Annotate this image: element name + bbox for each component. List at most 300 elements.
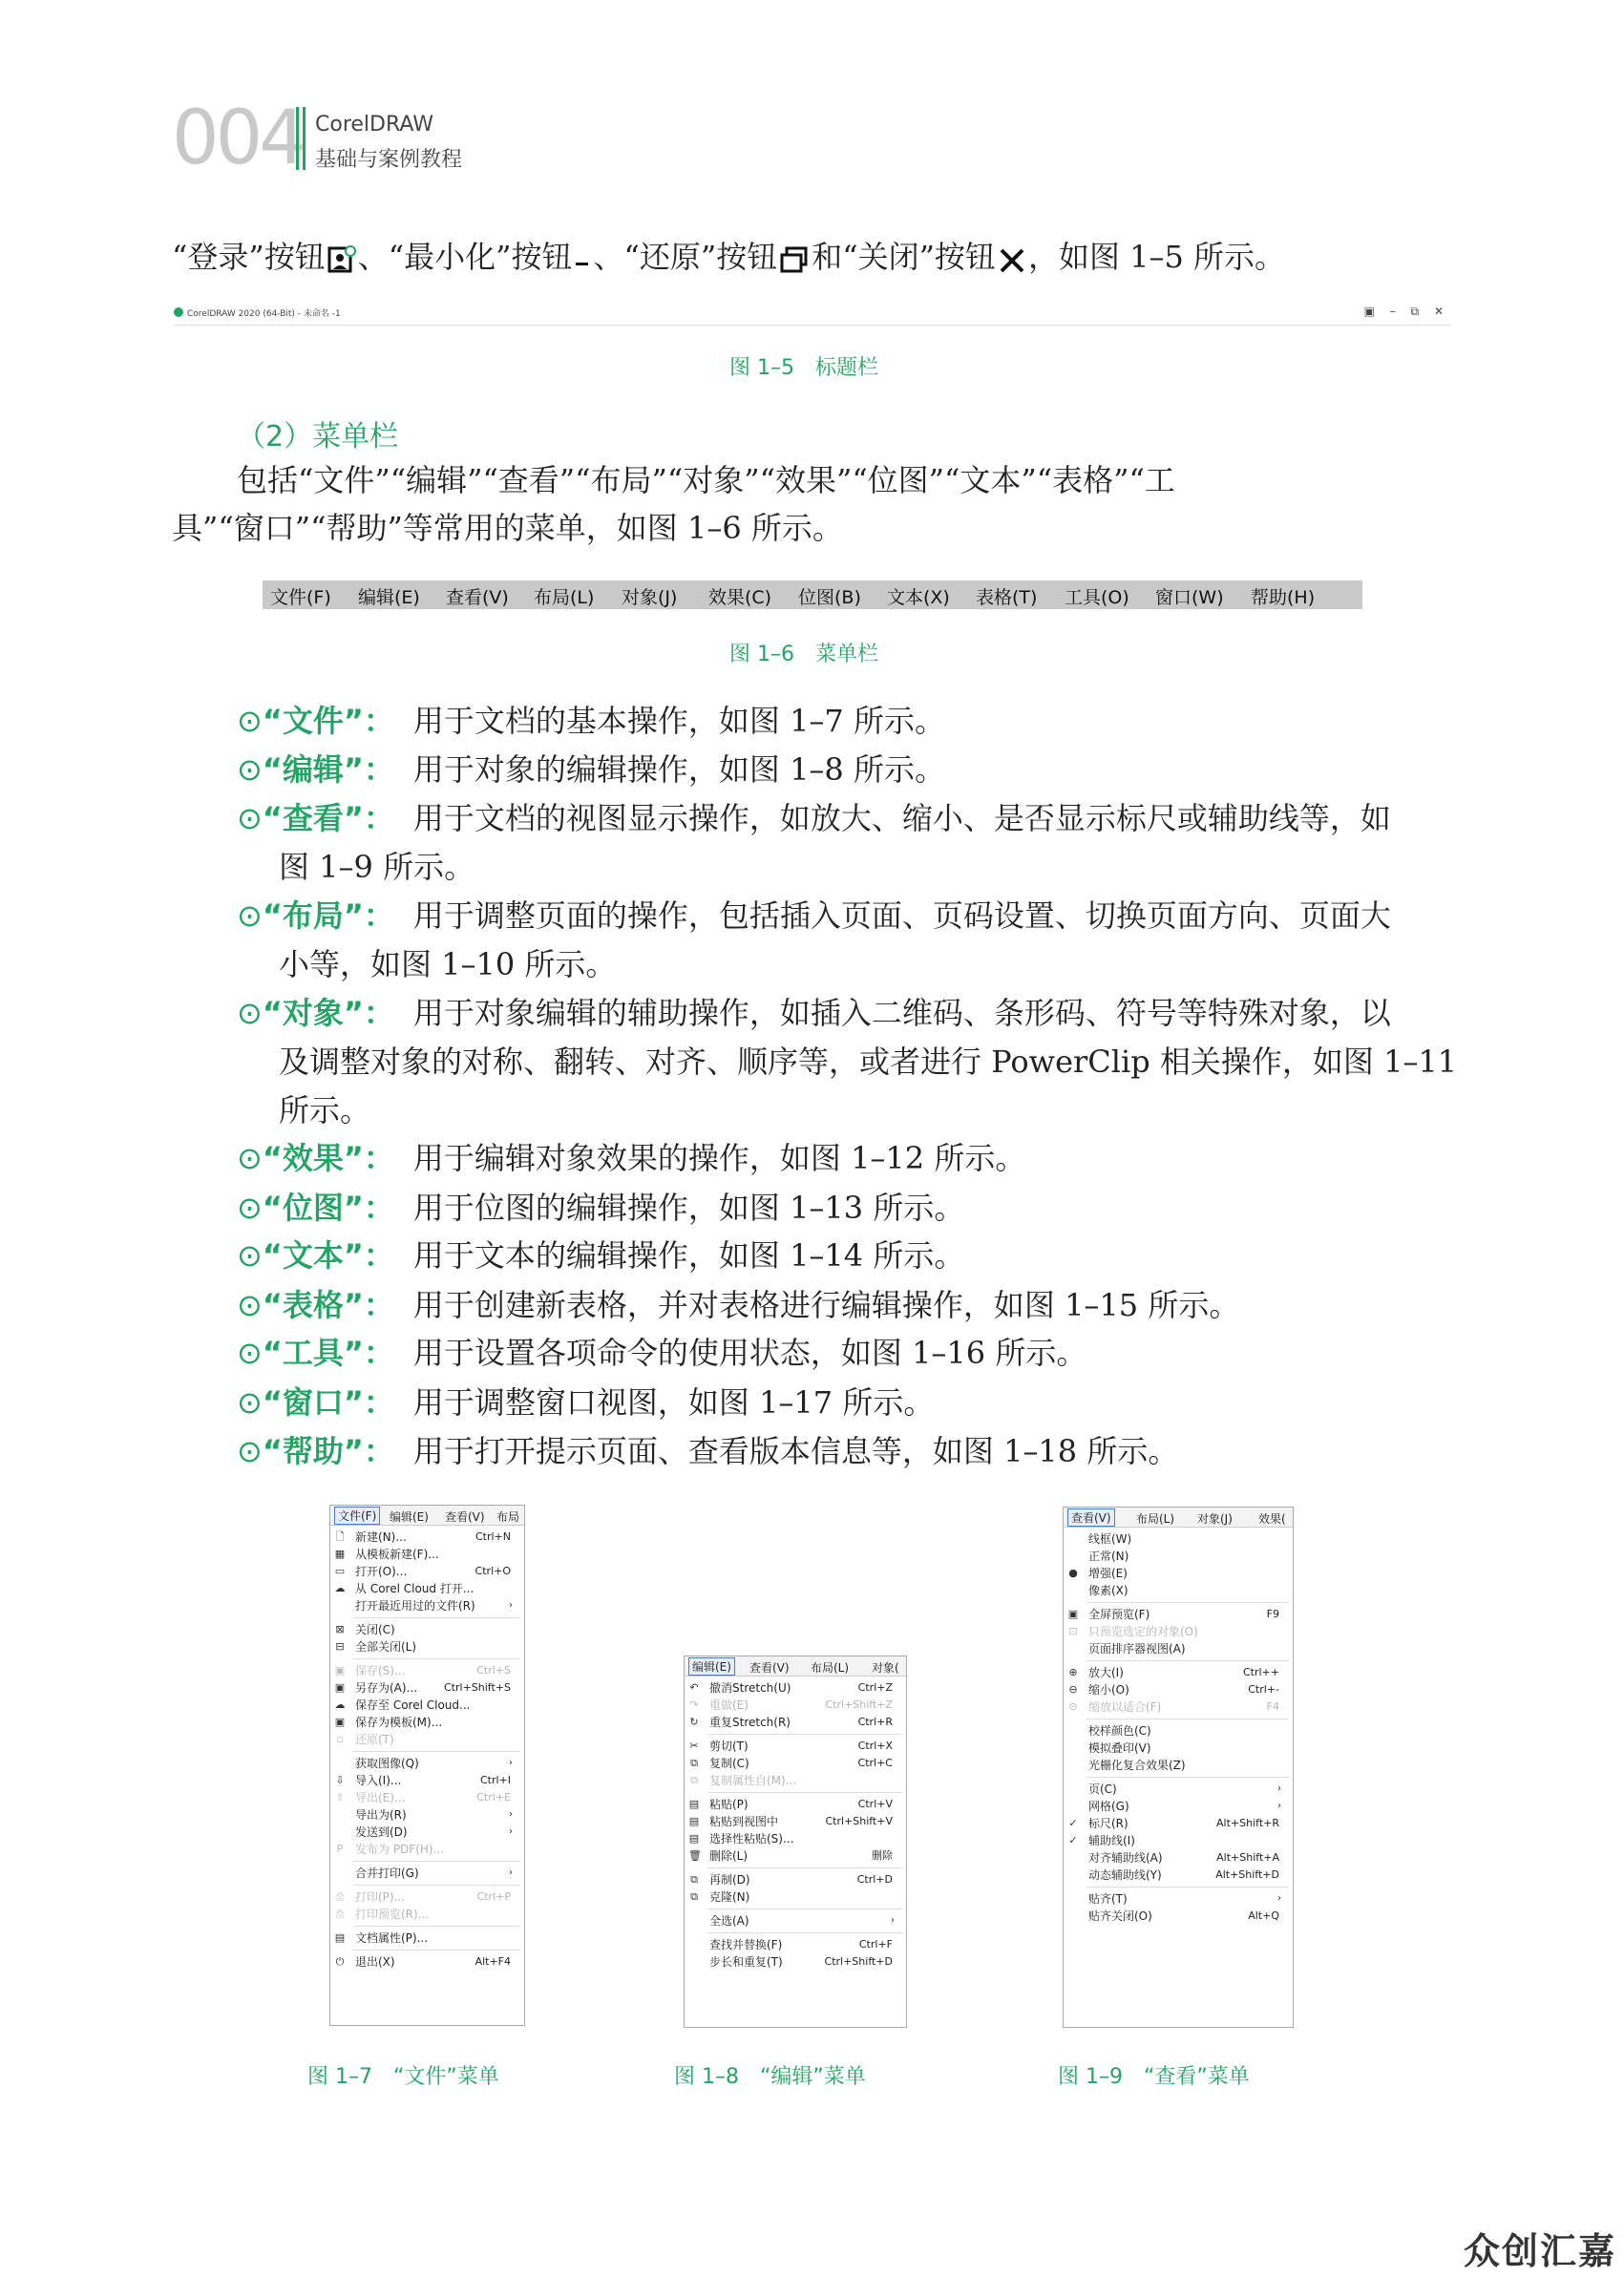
menu-item[interactable] <box>1088 1623 1285 1640</box>
menu-separator <box>353 1861 520 1862</box>
menu-item-label: 正常(N) <box>1088 1550 1129 1563</box>
menu-item-label: 校样颜色(C) <box>1088 1724 1151 1738</box>
menu-top-bar <box>685 1656 906 1677</box>
menu-item-shortcut: Alt+Shift+R <box>1216 1817 1279 1829</box>
menu-item-label: 网格(G) <box>1088 1800 1129 1813</box>
menu-item-label: 全屏预览(F) <box>1088 1608 1150 1621</box>
menu-item[interactable] <box>355 1731 517 1748</box>
bullet-text: 用于对象的编辑操作，如图 1–8 所示。 <box>412 751 945 788</box>
menu-top-item[interactable]: 编辑(E) <box>390 1510 429 1524</box>
menu-top-item[interactable]: 对象( <box>872 1661 899 1675</box>
menu-item[interactable] <box>355 1841 517 1858</box>
bullet-keyword: “帮助”： <box>262 1433 394 1469</box>
menu-item[interactable] <box>355 1621 517 1638</box>
menu-item-label: 贴齐关闭(O) <box>1088 1909 1152 1923</box>
menu-top-bar <box>330 1506 524 1526</box>
menu-top-item[interactable]: 布局(L) <box>1136 1512 1175 1526</box>
bullet-mark-icon: ⊙ <box>237 800 263 836</box>
section-paragraph-line2: 具”“窗口”“帮助”等常用的菜单，如图 1–6 所示。 <box>172 510 843 546</box>
menu-separator <box>1086 1660 1289 1661</box>
paste-icon: ▤ <box>688 1798 700 1810</box>
menu-item[interactable] <box>1088 1832 1285 1849</box>
menu-item-label: 保存(S)... <box>355 1664 406 1677</box>
intro-text-d: 和“关闭”按钮 <box>812 239 996 275</box>
menu-item-label: 标尺(R) <box>1088 1817 1128 1830</box>
book-title-line2: 基础与案例教程 <box>315 148 463 172</box>
menu-item[interactable] <box>1088 1606 1285 1623</box>
menu-item-shortcut: Ctrl+Shift+D <box>824 1955 893 1968</box>
menu-item-shortcut: Ctrl+C <box>857 1757 893 1769</box>
bullet-mark-icon: ⊙ <box>237 1384 263 1421</box>
menu-item-label: 关闭(C) <box>355 1623 395 1636</box>
bullet-item <box>237 1134 1025 1182</box>
figure-1-8-caption: 图 1–8 “编辑”菜单 <box>674 2065 866 2089</box>
save-icon: ▣ <box>334 1664 346 1677</box>
menu-separator <box>707 1932 902 1933</box>
cloud-icon: ☁ <box>334 1582 346 1594</box>
menu-item[interactable] <box>1088 1757 1285 1774</box>
menu-item-shortcut: F4 <box>1266 1700 1279 1713</box>
menu-item-shortcut: Ctrl+Z <box>857 1681 893 1694</box>
menu-item[interactable] <box>709 1714 898 1731</box>
menu-item[interactable] <box>355 1906 517 1923</box>
menu-item[interactable] <box>709 1697 898 1714</box>
menu-top-item[interactable]: 查看(V) <box>445 1510 485 1524</box>
menubar-item-file[interactable]: 文件(F) <box>270 587 331 608</box>
menu-item-shortcut: Ctrl+Shift+V <box>825 1815 893 1827</box>
bullet-mark-icon: ⊙ <box>237 1287 263 1323</box>
zoom-fit-icon: ⊙ <box>1068 1700 1078 1713</box>
menu-item[interactable] <box>709 1830 898 1847</box>
menu-item-label: 克隆(N) <box>709 1890 750 1904</box>
menu-item-shortcut: Ctrl+X <box>857 1740 893 1752</box>
new-doc-icon: 🗋 <box>335 1530 345 1543</box>
bullet-text: 用于编辑对象效果的操作，如图 1–12 所示。 <box>412 1140 1026 1176</box>
menu-item-label: 页面排序器视图(A) <box>1088 1642 1186 1656</box>
bullet-text: 用于文档的视图显示操作，如放大、缩小、是否显示标尺或辅助线等，如 <box>412 800 1391 836</box>
window-controls: ▣ – ⧉ ✕ <box>1363 305 1449 318</box>
menu-item[interactable] <box>1088 1530 1285 1548</box>
menu-item-label: 删除(L) <box>709 1849 749 1863</box>
menubar-item-bitmap[interactable]: 位图(B) <box>798 587 861 608</box>
menu-item-label: 光栅化复合效果(Z) <box>1088 1759 1186 1772</box>
bullet-item-continuation <box>279 843 475 891</box>
bullet-text: 及调整对象的对称、翻转、对齐、顺序等，或者进行 PowerClip 相关操作，如图 1–11 <box>279 1044 1458 1080</box>
bullet-mark-icon: ⊙ <box>237 1335 263 1371</box>
menu-item-label: 复制(C) <box>709 1757 749 1770</box>
restore-icon <box>779 245 810 274</box>
menu-item[interactable] <box>1088 1664 1285 1681</box>
bullet-text: 用于位图的编辑操作，如图 1–13 所示。 <box>412 1190 965 1226</box>
menu-item[interactable] <box>709 1738 898 1755</box>
section-paragraph-line1: 包括“文件”“编辑”“查看”“布局”“对象”“效果”“位图”“文本”“表格”“工 <box>237 462 1175 498</box>
menu-item-shortcut: Ctrl+I <box>479 1774 511 1786</box>
submenu-arrow-icon: › <box>1277 1783 1281 1794</box>
undo-icon: ↶ <box>689 1681 699 1694</box>
menu-item[interactable] <box>1088 1815 1285 1832</box>
menu-item-label: 放大(I) <box>1088 1666 1124 1679</box>
menu-item-label: 剪切(T) <box>709 1740 749 1753</box>
menu-item-label: 合并打印(G) <box>355 1867 419 1880</box>
login-icon <box>327 245 356 274</box>
menu-item-label: 保存至 Corel Cloud... <box>355 1698 471 1712</box>
menu-item[interactable] <box>1088 1582 1285 1599</box>
submenu-arrow-icon: › <box>1277 1801 1281 1811</box>
menu-item-shortcut: Ctrl+R <box>857 1716 893 1728</box>
menu-item[interactable] <box>1088 1565 1285 1582</box>
bullet-item-continuation <box>279 1086 370 1134</box>
menu-separator <box>353 1617 520 1618</box>
clone-icon: ⧉ <box>690 1890 698 1903</box>
menu-top-item[interactable]: 布局(L) <box>811 1661 850 1675</box>
menubar-item-edit[interactable]: 编辑(E) <box>358 587 420 608</box>
menu-item-shortcut: Ctrl+Shift+Z <box>825 1698 893 1711</box>
paste-inplace-icon: ▤ <box>688 1815 700 1827</box>
submenu-arrow-icon: › <box>891 1915 895 1926</box>
submenu-arrow-icon: › <box>1277 1893 1281 1904</box>
bullet-item <box>237 794 1391 842</box>
menu-separator <box>353 1885 520 1886</box>
menu-item[interactable] <box>709 1679 898 1697</box>
menu-item[interactable] <box>355 1824 517 1841</box>
menu-item-label: 增强(E) <box>1088 1567 1128 1580</box>
menu-item-label: 导出为(R) <box>355 1808 407 1822</box>
menu-item-label: 对齐辅助线(A) <box>1088 1851 1163 1865</box>
bullet-mark-icon: ⊙ <box>237 995 263 1031</box>
zoom-in-icon: ⊕ <box>1068 1666 1078 1678</box>
menu-item-label: 粘贴(P) <box>709 1798 749 1811</box>
intro-text-c: 、“还原”按钮 <box>593 239 778 275</box>
menu-item-label: 撤消Stretch(U) <box>709 1681 791 1695</box>
menu-item-shortcut: Ctrl+O <box>475 1565 511 1577</box>
menu-item-label: 打开最近用过的文件(R) <box>355 1599 475 1613</box>
menu-item[interactable] <box>355 1888 517 1906</box>
menu-separator <box>707 1867 902 1868</box>
cut-icon: ✂ <box>689 1740 699 1752</box>
bullet-item <box>237 1184 964 1232</box>
bullet-item <box>237 1232 964 1279</box>
title-bar-figure <box>174 304 1451 326</box>
menu-item[interactable] <box>1088 1908 1285 1925</box>
bullet-text: 用于设置各项命令的使用状态，如图 1–16 所示。 <box>412 1335 1087 1371</box>
window-title: CorelDRAW 2020 (64-Bit) - 未命名 -1 <box>187 309 341 319</box>
menu-item[interactable] <box>355 1772 517 1789</box>
menu-item-label: 打开(O)... <box>355 1565 408 1578</box>
bullet-keyword: “位图”： <box>262 1190 394 1226</box>
menu-item-shortcut: Ctrl+F <box>858 1938 893 1951</box>
menu-item-label: 新建(N)... <box>355 1530 407 1544</box>
menu-item-label: 保存为模板(M)... <box>355 1716 443 1729</box>
menu-separator <box>1086 1887 1289 1888</box>
menu-item[interactable] <box>1088 1890 1285 1908</box>
menu-separator <box>353 1950 520 1951</box>
menu-item[interactable] <box>709 1796 898 1813</box>
repeat-icon: ↻ <box>689 1716 699 1728</box>
menu-item-label: 另存为(A)... <box>355 1681 418 1695</box>
bullet-text: 用于打开提示页面、查看版本信息等，如图 1–18 所示。 <box>412 1433 1179 1469</box>
menu-item-label: 缩小(O) <box>1088 1683 1129 1697</box>
bullet-keyword: “窗口”： <box>262 1384 394 1421</box>
check-icon: ✓ <box>1068 1834 1078 1846</box>
menu-item[interactable] <box>355 1789 517 1806</box>
menu-item-label: 还原(T) <box>355 1733 394 1746</box>
menu-top-item[interactable]: 效果( <box>1258 1512 1286 1526</box>
menu-item[interactable] <box>355 1697 517 1714</box>
view-menu-figure <box>1063 1507 1294 2028</box>
menu-item-label: 像素(X) <box>1088 1584 1128 1597</box>
bullet-text: 用于调整页面的操作，包括插入页面、页码设置、切换页面方向、页面大 <box>412 897 1391 934</box>
menu-item[interactable] <box>709 1755 898 1772</box>
menu-item-label: 步长和重复(T) <box>709 1955 783 1969</box>
bullet-text: 用于调整窗口视图，如图 1–17 所示。 <box>412 1384 935 1421</box>
menu-top-item[interactable]: 编辑(E) <box>688 1657 735 1676</box>
bullet-mark-icon: ⊙ <box>237 1433 263 1469</box>
submenu-arrow-icon: › <box>509 1867 513 1878</box>
edit-menu-figure <box>684 1656 907 2028</box>
menu-top-item[interactable]: 对象(J) <box>1197 1512 1233 1526</box>
bullet-item <box>237 1329 1086 1377</box>
menu-item[interactable] <box>1088 1640 1285 1657</box>
menu-item-label: 只预览选定的对象(O) <box>1088 1625 1198 1638</box>
pdf-icon: P <box>336 1843 344 1855</box>
bullet-mark-icon: ⊙ <box>237 703 263 739</box>
menu-item-label: 重做(E) <box>709 1698 749 1712</box>
menubar-item-table[interactable]: 表格(T) <box>976 587 1038 608</box>
bullet-mark-icon: ⊙ <box>237 1190 263 1226</box>
bullet-text: 用于文档的基本操作，如图 1–7 所示。 <box>412 703 945 739</box>
menu-item[interactable] <box>355 1953 517 1971</box>
menu-item-label: 动态辅助线(Y) <box>1088 1868 1162 1882</box>
bullet-item <box>237 1427 1178 1475</box>
menu-item-label: 从模板新建(F)... <box>355 1548 439 1561</box>
menu-item-label: 页(C) <box>1088 1782 1117 1796</box>
menu-item-shortcut: Alt+Shift+D <box>1215 1868 1279 1881</box>
menu-item-shortcut: 删除 <box>872 1849 893 1862</box>
menu-item[interactable] <box>709 1813 898 1830</box>
zoom-out-icon: ⊖ <box>1068 1683 1078 1696</box>
menu-item-label: 导出(E)... <box>355 1791 406 1804</box>
figure-1-6-caption: 图 1–6 菜单栏 <box>729 643 878 666</box>
menu-item[interactable] <box>1088 1740 1285 1757</box>
bullet-keyword: “工具”： <box>262 1335 394 1371</box>
menu-item-label: 全选(A) <box>709 1914 749 1928</box>
menu-item[interactable] <box>355 1806 517 1824</box>
bullet-text: 所示。 <box>279 1092 371 1128</box>
print-preview-icon: ⎙ <box>335 1908 345 1920</box>
menu-item[interactable] <box>1088 1798 1285 1815</box>
menu-item[interactable] <box>1088 1681 1285 1698</box>
copy-props-icon: ⧉ <box>690 1774 698 1786</box>
menu-item-label: 缩放以适合(F) <box>1088 1700 1162 1714</box>
intro-text-b: 、“最小化”按钮 <box>357 239 573 275</box>
menu-item[interactable] <box>355 1865 517 1882</box>
menu-item[interactable] <box>355 1529 517 1546</box>
import-icon: ⇩ <box>335 1774 345 1786</box>
figure-1-9-caption: 图 1–9 “查看”菜单 <box>1058 2065 1250 2089</box>
intro-text-a: “登录”按钮 <box>172 239 326 275</box>
bullet-keyword: “表格”： <box>262 1287 394 1323</box>
redo-icon: ↷ <box>689 1698 699 1711</box>
page-number: 004 <box>172 95 303 181</box>
menu-separator <box>707 1734 902 1735</box>
bullet-keyword: “布局”： <box>262 897 394 934</box>
menu-item[interactable] <box>1088 1698 1285 1716</box>
submenu-arrow-icon: › <box>509 1826 513 1837</box>
menu-top-bar <box>1064 1508 1293 1528</box>
menu-item[interactable] <box>355 1714 517 1731</box>
menubar-item-effects[interactable]: 效果(C) <box>708 587 772 608</box>
menu-item[interactable] <box>355 1930 517 1947</box>
menu-separator <box>1086 1777 1289 1778</box>
menubar-item-tools[interactable]: 工具(O) <box>1065 587 1129 608</box>
bullet-item <box>237 989 1391 1037</box>
menu-item[interactable] <box>355 1563 517 1580</box>
menu-item[interactable] <box>1088 1867 1285 1884</box>
menu-item-shortcut: Alt+F4 <box>475 1955 511 1968</box>
submenu-arrow-icon: › <box>509 1758 513 1768</box>
paste-special-icon: ▤ <box>688 1832 700 1845</box>
menu-item[interactable] <box>709 1912 898 1930</box>
menu-item-shortcut: Ctrl++ <box>1242 1666 1279 1678</box>
menu-item-label: 贴齐(T) <box>1088 1892 1128 1906</box>
menu-item[interactable] <box>1088 1849 1285 1867</box>
bullet-keyword: “查看”： <box>262 800 394 836</box>
save-as-icon: ▣ <box>334 1681 346 1694</box>
menu-item[interactable] <box>709 1871 898 1888</box>
bullet-text: 用于创建新表格，并对表格进行编辑操作，如图 1–15 所示。 <box>412 1287 1240 1323</box>
menu-top-item[interactable]: 布局 <box>496 1510 520 1524</box>
menu-top-item[interactable]: 查看(V) <box>749 1661 790 1675</box>
menu-item-label: 复制属性自(M)... <box>709 1774 797 1787</box>
menu-item[interactable] <box>709 1888 898 1906</box>
menu-item-shortcut: Ctrl+D <box>856 1873 893 1886</box>
bullet-item <box>237 1281 1239 1329</box>
header-divider <box>296 107 306 170</box>
exit-icon: ⏻ <box>335 1955 345 1968</box>
menu-item[interactable] <box>355 1755 517 1772</box>
figure-1-7-caption: 图 1–7 “文件”菜单 <box>307 2065 499 2089</box>
bullet-keyword: “编辑”： <box>262 751 394 788</box>
bullet-keyword: “效果”： <box>262 1140 394 1176</box>
bullet-keyword: “对象”： <box>262 995 394 1031</box>
bullet-keyword: “文件”： <box>262 703 394 739</box>
fullscreen-icon: ▣ <box>1067 1608 1079 1620</box>
figure-1-5-caption: 图 1–5 标题栏 <box>729 356 878 380</box>
menu-item-shortcut: Ctrl+Shift+S <box>444 1681 511 1694</box>
menubar-item-object[interactable]: 对象(J) <box>622 587 678 608</box>
menu-item-label: 文档属性(P)... <box>355 1931 429 1945</box>
save-template-icon: ▣ <box>334 1716 346 1728</box>
bullet-keyword: “文本”： <box>262 1237 394 1274</box>
duplicate-icon: ⧉ <box>690 1873 698 1886</box>
menu-separator <box>353 1751 520 1752</box>
menu-item-label: 再制(D) <box>709 1873 750 1887</box>
submenu-arrow-icon: › <box>509 1809 513 1820</box>
bullet-text: 用于对象编辑的辅助操作，如插入二维码、条形码、符号等特殊对象，以 <box>412 995 1391 1031</box>
menu-item[interactable] <box>355 1546 517 1563</box>
open-folder-icon: ▭ <box>334 1565 346 1577</box>
menu-top-item[interactable]: 文件(F) <box>334 1507 380 1525</box>
file-menu-figure <box>329 1505 525 2026</box>
bullet-item-continuation <box>279 1038 1457 1086</box>
menubar-item-layout[interactable]: 布局(L) <box>534 587 595 608</box>
menu-item-label: 重复Stretch(R) <box>709 1716 791 1729</box>
menu-separator <box>353 1658 520 1659</box>
menu-item-shortcut: Ctrl+S <box>476 1664 511 1677</box>
menu-separator <box>1086 1602 1289 1603</box>
book-title-line1: CorelDRAW <box>315 113 433 137</box>
menu-item-label: 发送到(D) <box>355 1825 408 1839</box>
menu-separator <box>707 1792 902 1793</box>
menu-item-shortcut: Alt+Shift+A <box>1216 1851 1279 1864</box>
doc-props-icon: ▤ <box>334 1931 346 1944</box>
menubar-item-text[interactable]: 文本(X) <box>887 587 950 608</box>
menu-item-label: 导入(I)... <box>355 1774 402 1787</box>
preview-selected-icon: ⊡ <box>1068 1625 1078 1637</box>
menu-item[interactable] <box>709 1847 898 1865</box>
menu-item-shortcut: Ctrl+- <box>1248 1683 1279 1696</box>
minimize-icon <box>574 245 591 274</box>
menu-item[interactable] <box>1088 1548 1285 1565</box>
menu-item[interactable] <box>355 1580 517 1597</box>
menu-top-item[interactable]: 查看(V) <box>1067 1508 1115 1527</box>
menu-item-label: 辅助线(I) <box>1088 1834 1135 1847</box>
cloud-save-icon: ☁ <box>334 1698 346 1711</box>
menu-item[interactable] <box>1088 1781 1285 1798</box>
menu-item[interactable] <box>355 1597 517 1614</box>
export-icon: ⇧ <box>335 1791 345 1803</box>
menu-item-label: 从 Corel Cloud 打开... <box>355 1582 475 1595</box>
menu-item-label: 粘贴到视图中 <box>709 1815 779 1828</box>
bullet-mark-icon: ⊙ <box>237 897 263 934</box>
menu-item-label: 打印(P)... <box>355 1890 406 1904</box>
menu-item[interactable] <box>355 1662 517 1679</box>
coreldraw-logo-icon <box>174 307 183 317</box>
menu-item[interactable] <box>355 1638 517 1656</box>
bullet-item <box>237 746 945 793</box>
menu-item[interactable] <box>355 1679 517 1697</box>
menu-item-label: 退出(X) <box>355 1955 395 1969</box>
close-doc-icon: ⊠ <box>335 1623 345 1635</box>
bullet-mark-icon: ⊙ <box>237 1140 263 1176</box>
bullet-text: 用于文本的编辑操作，如图 1–14 所示。 <box>412 1237 965 1274</box>
check-icon: ✓ <box>1068 1817 1078 1829</box>
menu-item-label: 全部关闭(L) <box>355 1640 417 1654</box>
menu-item-shortcut: F9 <box>1266 1608 1279 1620</box>
close-all-icon: ⊟ <box>335 1640 345 1653</box>
section-heading: （2）菜单栏 <box>237 420 399 453</box>
menu-item-shortcut: Alt+Q <box>1248 1909 1279 1922</box>
menubar-item-window[interactable]: 窗口(W) <box>1155 587 1224 608</box>
bullet-item <box>237 892 1391 939</box>
menu-item-label: 选择性粘贴(S)... <box>709 1832 794 1846</box>
intro-text-e: ，如图 1–5 所示。 <box>1027 239 1286 275</box>
menu-item[interactable] <box>709 1772 898 1789</box>
bullet-item <box>237 697 945 745</box>
bullet-mark-icon: ⊙ <box>237 751 263 788</box>
menu-item-shortcut: Ctrl+P <box>476 1890 511 1903</box>
menubar-item-view[interactable]: 查看(V) <box>446 587 509 608</box>
menubar-item-help[interactable]: 帮助(H) <box>1251 587 1316 608</box>
bullet-text: 图 1–9 所示。 <box>279 849 475 885</box>
menu-item-label: 线框(W) <box>1088 1532 1132 1546</box>
menu-item[interactable] <box>709 1936 898 1953</box>
bullet-item-continuation <box>279 940 616 988</box>
bullet-text: 小等，如图 1–10 所示。 <box>279 946 617 982</box>
menu-item[interactable] <box>1088 1722 1285 1740</box>
menu-item[interactable] <box>709 1953 898 1971</box>
menu-item-label: 获取图像(Q) <box>355 1757 419 1770</box>
